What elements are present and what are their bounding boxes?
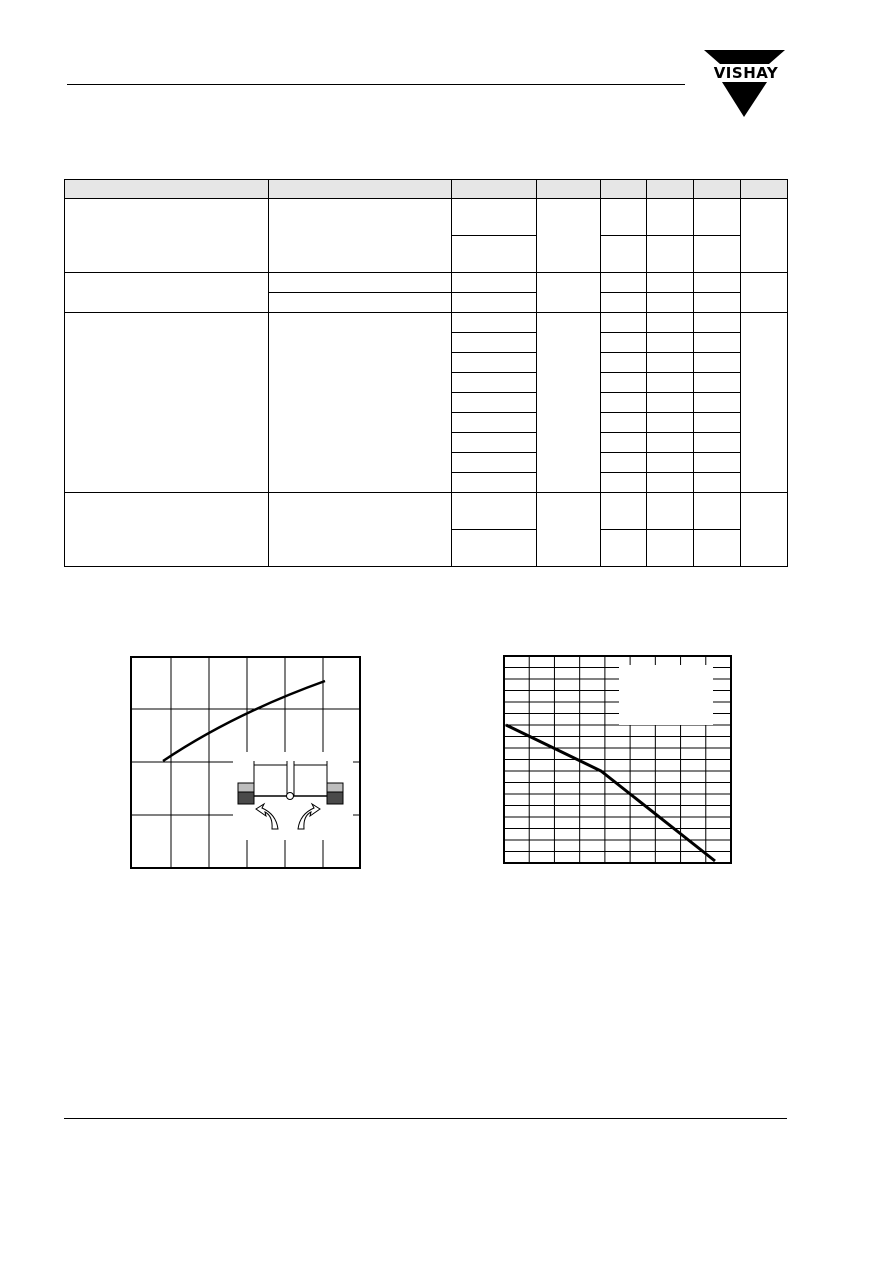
- table-cell: [647, 453, 694, 473]
- table-cell: [694, 433, 741, 453]
- table-cell: [452, 453, 537, 473]
- table-cell: [452, 273, 537, 293]
- table-header-cell: [452, 180, 537, 199]
- center-node: [287, 793, 294, 800]
- table-cell: [694, 453, 741, 473]
- table-row: [65, 199, 788, 236]
- table-cell: [694, 493, 741, 530]
- table-header-cell: [694, 180, 741, 199]
- table-cell: [601, 393, 647, 413]
- table-cell: [694, 333, 741, 353]
- table-cell: [452, 530, 537, 567]
- table-cell: [601, 530, 647, 567]
- table-cell: [647, 293, 694, 313]
- table-cell: [269, 273, 452, 293]
- table-cell: [601, 353, 647, 373]
- table-cell: [452, 236, 537, 273]
- table-cell: [647, 393, 694, 413]
- table-cell: [65, 313, 269, 493]
- table-header-cell: [65, 180, 269, 199]
- table-header-row: [65, 180, 788, 199]
- table-cell: [647, 493, 694, 530]
- table-header-cell: [537, 180, 601, 199]
- table-cell: [601, 273, 647, 293]
- table-cell: [269, 493, 452, 567]
- table-cell: [694, 236, 741, 273]
- table-cell: [694, 530, 741, 567]
- table-cell: [537, 493, 601, 567]
- table-cell: [741, 273, 788, 313]
- legend-box: [619, 665, 713, 725]
- table-cell: [269, 313, 452, 493]
- table-cell: [694, 199, 741, 236]
- table-cell: [647, 530, 694, 567]
- table-cell: [647, 413, 694, 433]
- right-chart: [503, 655, 733, 865]
- table-cell: [601, 413, 647, 433]
- table-header-cell: [269, 180, 452, 199]
- footer-rule: [64, 1118, 787, 1119]
- table-cell: [65, 493, 269, 567]
- table-cell: [452, 199, 537, 236]
- table-cell: [647, 353, 694, 373]
- table-cell: [647, 333, 694, 353]
- spec-table: [64, 179, 788, 567]
- header-rule: [67, 84, 685, 85]
- table-cell: [452, 433, 537, 453]
- logo-wordmark: VISHAY: [713, 64, 779, 82]
- table-cell: [537, 199, 601, 273]
- table-cell: [601, 313, 647, 333]
- table-row: [65, 313, 788, 333]
- table-cell: [452, 393, 537, 413]
- table-cell: [269, 293, 452, 313]
- table-cell: [601, 473, 647, 493]
- table-header-cell: [741, 180, 788, 199]
- table-cell: [647, 236, 694, 273]
- table-header-cell: [647, 180, 694, 199]
- table-cell: [452, 373, 537, 393]
- table-cell: [452, 493, 537, 530]
- table-cell: [694, 413, 741, 433]
- table-cell: [647, 313, 694, 333]
- table-cell: [452, 313, 537, 333]
- table-cell: [601, 493, 647, 530]
- table-cell: [452, 413, 537, 433]
- left-pad-top: [238, 783, 254, 792]
- table-cell: [452, 333, 537, 353]
- left-chart: [130, 656, 362, 870]
- table-cell: [601, 433, 647, 453]
- left-pad-bottom: [238, 792, 254, 804]
- table-cell: [741, 199, 788, 273]
- table-cell: [452, 293, 537, 313]
- table-cell: [694, 393, 741, 413]
- table-cell: [601, 199, 647, 236]
- table-cell: [741, 493, 788, 567]
- table-cell: [694, 273, 741, 293]
- table-cell: [694, 373, 741, 393]
- table-cell: [65, 199, 269, 273]
- table-row: [65, 493, 788, 530]
- table-cell: [647, 199, 694, 236]
- table-row: [65, 273, 788, 293]
- table-cell: [647, 433, 694, 453]
- table-cell: [694, 293, 741, 313]
- table-cell: [452, 473, 537, 493]
- table-cell: [647, 273, 694, 293]
- table-header-cell: [601, 180, 647, 199]
- table-cell: [694, 473, 741, 493]
- table-cell: [601, 236, 647, 273]
- table-cell: [647, 373, 694, 393]
- table-cell: [601, 333, 647, 353]
- table-cell: [601, 373, 647, 393]
- table-cell: [741, 313, 788, 493]
- table-cell: [694, 353, 741, 373]
- table-cell: [65, 273, 269, 313]
- table-cell: [452, 353, 537, 373]
- table-cell: [694, 313, 741, 333]
- table-cell: [601, 453, 647, 473]
- table-cell: [269, 199, 452, 273]
- right-pad-bottom: [327, 792, 343, 804]
- table-cell: [537, 273, 601, 313]
- table-cell: [537, 313, 601, 493]
- right-pad-top: [327, 783, 343, 792]
- table-cell: [647, 473, 694, 493]
- table-cell: [601, 293, 647, 313]
